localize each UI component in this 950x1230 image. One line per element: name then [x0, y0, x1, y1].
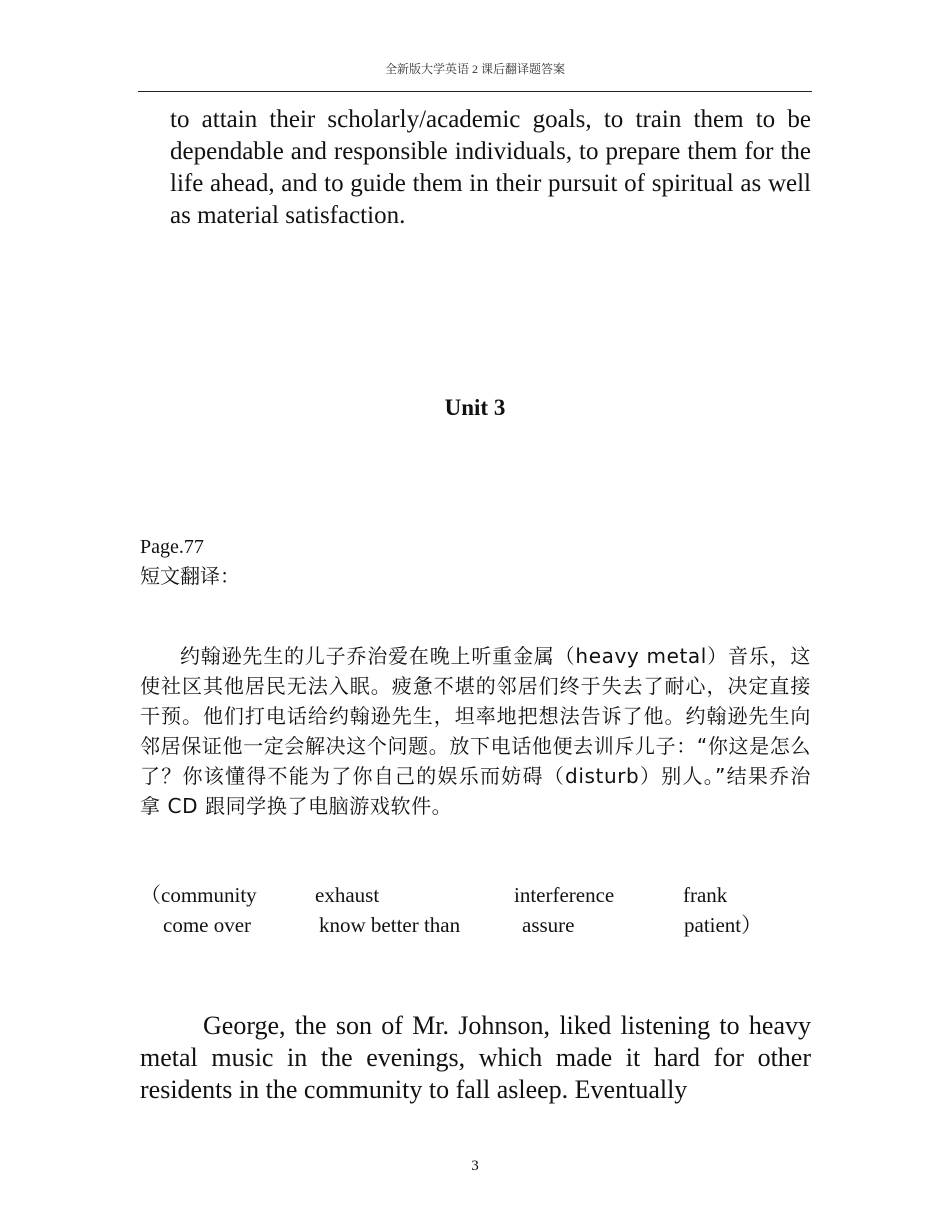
chinese-passage — [140, 641, 811, 821]
running-header: 全新版大学英语 2 课后翻译题答案 — [384, 62, 565, 76]
vocabulary-word: patient） — [684, 913, 763, 937]
page-reference: Page.77 — [140, 536, 204, 558]
vocabulary-word: interference — [514, 883, 615, 907]
chinese-passage-text: 约翰逊先生的儿子乔治爱在晚上听重金属（heavy metal）音乐，这使社区其他居民无法入眠。疲惫不堪的邻居们终于失去了耐心，决定直接干预。他们打电话给约翰逊先生，坦率地把想法告诉了他。约翰逊先生向邻居保证他一定会解决这个问题。放下电话他便去训斥儿子：“你这是怎么了？你该懂得不能为了你自己的娱乐而妨碍（disturb）别人。”结果乔治拿 CD 跟同学换了电脑游戏软件。 — [140, 644, 811, 818]
continued-paragraph-text: to attain their scholarly/academic goals, to train them to be dependable and responsible individuals, to prepare them for the life ahead, and to guide them in their pursuit of spiritual as well as material satisfaction. — [170, 106, 811, 229]
page-number: 3 — [471, 1158, 479, 1174]
vocabulary-word: come over — [163, 913, 252, 937]
continued-paragraph — [170, 104, 811, 232]
unit-title: Unit 3 — [444, 395, 506, 420]
vocabulary-word: （community — [140, 883, 257, 907]
section-label: 短文翻译： — [140, 564, 240, 588]
english-translation — [140, 1010, 811, 1106]
english-translation-text: George, the son of Mr. Johnson, liked listening to heavy metal music in the evenings, which made it hard for other residents in the community to fall asleep. Eventually — [140, 1011, 811, 1104]
vocabulary-word: frank — [683, 883, 728, 907]
header-divider — [138, 91, 812, 92]
vocabulary-word: exhaust — [315, 883, 380, 907]
vocabulary-word: know better than — [319, 913, 461, 937]
vocabulary-row — [140, 910, 820, 940]
vocabulary-row — [140, 880, 820, 910]
vocabulary-word: assure — [522, 913, 575, 937]
vocabulary-list — [140, 880, 820, 940]
